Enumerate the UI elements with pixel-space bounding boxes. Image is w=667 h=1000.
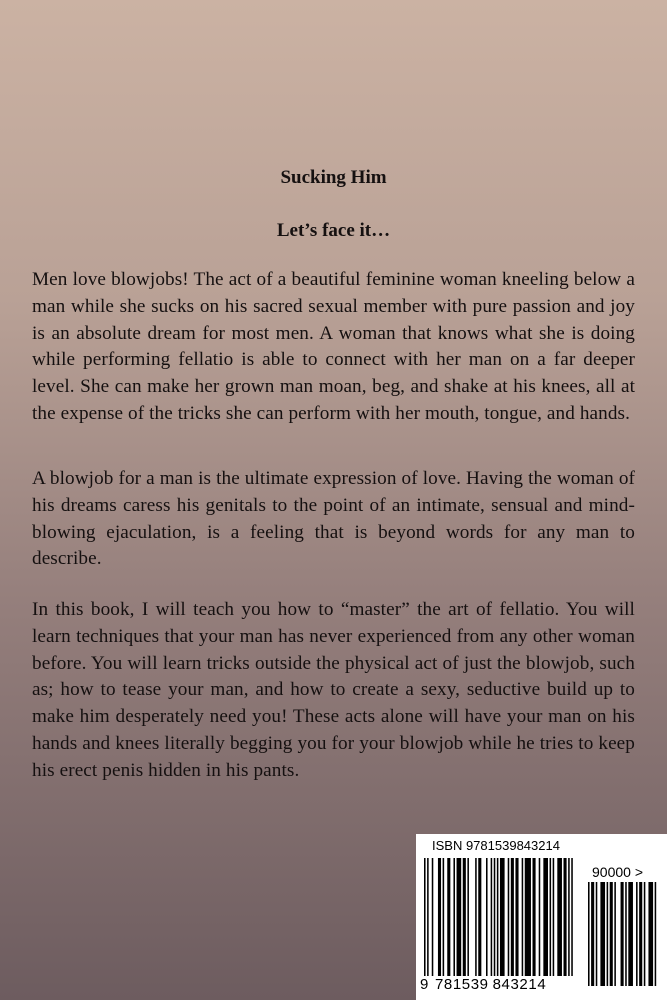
barcode-digit-group-2: 843214: [492, 976, 547, 993]
barcode-bar: [568, 858, 570, 986]
barcode-bar: [467, 858, 469, 976]
barcode-bar: [525, 858, 531, 976]
barcode-bar: [564, 858, 567, 976]
barcode-bar: [571, 858, 573, 986]
barcode-bar: [463, 858, 466, 976]
barcode-bar: [533, 858, 536, 976]
barcode-bar: [550, 858, 552, 976]
barcode-bar: [447, 858, 450, 976]
barcode-bar: [500, 858, 505, 976]
blurb-paragraph-3: In this book, I will teach you how to “master” the art of fellatio. You will learn techniques that your man has never experienced from any other woman before. You will learn tricks outside the physical act of just the blowjob, such as; how to tease your man, and how to create a sexy, seductive build up to make him desperately need you! These acts alone will have your man on his hands and knees literally begging you for your blowjob while he tries to keep his erect penis hidden in his pants.: [32, 599, 635, 781]
barcode-bar: [539, 858, 541, 976]
book-subtitle: Let’s face it…: [276, 220, 391, 241]
barcode-bar: [427, 858, 429, 986]
barcode-bar: [511, 858, 514, 976]
barcode-bar: [478, 858, 481, 976]
blurb-paragraph-1: Men love blowjobs! The act of a beautiful feminine woman kneeling below a man while she sucks on his sacred sexual member with pure passion and joy is an absolute dream for most men. A woman that knows what she is doing while performing fellatio is able to connect with her man on a far deeper level. She can make her grown man moan, beg, and shake at his knees, all at the expense of the tricks she can perform with her mouth, tongue, and hands.: [32, 269, 635, 424]
barcode-bar: [553, 858, 555, 976]
isbn-label: ISBN 9781539843214: [432, 838, 560, 853]
barcode-bar: [591, 882, 594, 986]
barcode-bar: [522, 858, 524, 976]
barcode-bar: [491, 858, 493, 976]
barcode-bar: [588, 882, 590, 986]
addon-barcode-bars: [588, 882, 660, 986]
barcode-bar: [443, 858, 445, 976]
barcode-bar: [508, 858, 510, 976]
barcode-bar: [625, 882, 627, 986]
barcode-digit-group-1: 781539: [434, 976, 489, 993]
barcode-bar: [648, 882, 653, 986]
barcode-bar: [453, 858, 455, 976]
barcode-bar: [424, 858, 426, 986]
barcode-bar: [515, 858, 518, 976]
barcode-bar: [607, 882, 609, 986]
barcode-bar: [621, 882, 624, 986]
isbn-barcode: [416, 834, 667, 1000]
barcode-digit-first: 9: [420, 976, 429, 993]
barcode-bar: [486, 858, 488, 976]
barcode-bar: [644, 882, 646, 986]
barcode-bar: [628, 882, 633, 986]
barcode-bar: [432, 858, 434, 976]
book-title: Sucking Him: [280, 167, 387, 188]
barcode-bar: [610, 882, 613, 986]
barcode-bar: [639, 882, 642, 986]
barcode-digits: [420, 976, 588, 993]
barcode-bar: [475, 858, 477, 976]
barcode-bar: [438, 858, 441, 976]
barcode-bar: [614, 882, 616, 986]
ean-barcode-bars: [424, 858, 588, 986]
barcode-bar: [596, 882, 598, 986]
barcode-bar: [557, 858, 562, 976]
blurb-paragraph-2: A blowjob for a man is the ultimate expression of love. Having the woman of his dreams caress his genitals to the point of an intimate, sensual and mind-blowing ejaculation, is a feeling that is beyond words for any man to describe.: [32, 468, 635, 570]
price-code: 90000 >: [592, 864, 643, 880]
barcode-bar: [636, 882, 638, 986]
barcode-bar: [494, 858, 496, 986]
barcode-bar: [497, 858, 499, 986]
barcode-bar: [655, 882, 657, 986]
barcode-bar: [457, 858, 462, 976]
barcode-bar: [600, 882, 605, 986]
barcode-bar: [543, 858, 548, 976]
